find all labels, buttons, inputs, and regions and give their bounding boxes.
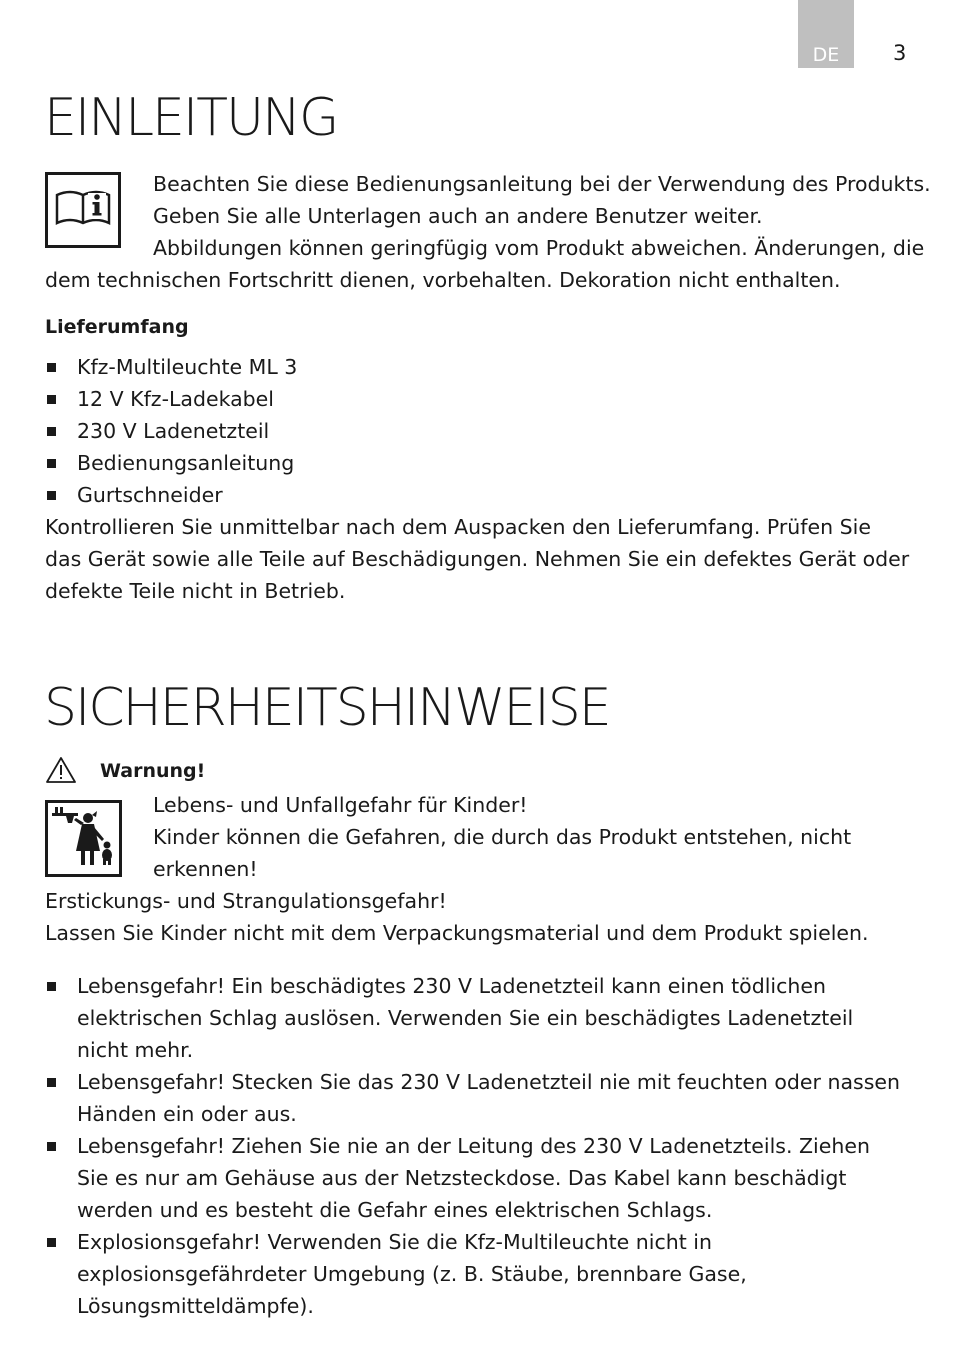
warning-triangle-icon bbox=[45, 756, 77, 784]
list-item: Kfz-Multileuchte ML 3 bbox=[45, 351, 915, 383]
list-item: Gurtschneider bbox=[45, 479, 915, 511]
check-paragraph: Kontrollieren Sie unmittelbar nach dem Auspacken den Lieferumfang. Prüfen Sie das Gerät sowie alle Teile auf Beschädigungen. Nehmen Sie ein defektes Gerät oder defekte Teile nicht in Betrieb. bbox=[45, 515, 910, 603]
list-item: 230 V Ladenetzteil bbox=[45, 415, 915, 447]
list-item: Lebensgefahr! Ziehen Sie nie an der Leitung des 230 V Ladenetzteils. Ziehen Sie es nur am Gehäuse aus der Netzsteckdose. Das Kabel kann beschädigt werden und es besteht die Gefahr eines elektrischen Schlags. bbox=[45, 1130, 905, 1226]
intro-paragraph: Beachten Sie diese Bedienungsanleitung bei der Verwendung des Produkts. Geben Sie alle Unterlagen auch an andere Benutzer weiter. Abbildungen können geringfügig vom Produkt abweichen. Änderungen, die dem technischen Fortschritt dienen, vorbehalten. Dekoration nicht enthalten. bbox=[45, 172, 931, 292]
scope-list-container bbox=[45, 351, 915, 607]
safety-list-container bbox=[45, 970, 915, 1322]
language-tab: DE bbox=[798, 0, 854, 68]
intro-heading: EINLEITUNG bbox=[44, 88, 338, 148]
child-warning-text: Lebens- und Unfallgefahr für Kinder! Kinder können die Gefahren, die durch das Produkt entstehen, nicht erkennen! Erstickungs- und Strangulationsgefahr! Lassen Sie Kinder nicht mit dem Verpackungsmaterial und dem Produkt spielen. bbox=[45, 793, 869, 945]
page-number: 3 bbox=[893, 41, 907, 65]
warning-label: Warnung! bbox=[100, 760, 206, 782]
list-item: 12 V Kfz-Ladekabel bbox=[45, 383, 915, 415]
list-item: Lebensgefahr! Stecken Sie das 230 V Ladenetzteil nie mit feuchten oder nassen Händen ein oder aus. bbox=[45, 1066, 905, 1130]
scope-heading: Lieferumfang bbox=[45, 316, 189, 338]
list-item: Lebensgefahr! Ein beschädigtes 230 V Ladenetzteil kann einen tödlichen elektrischen Schlag auslösen. Verwenden Sie ein beschädigtes Ladenetzteil nicht mehr. bbox=[45, 970, 905, 1066]
safety-heading: SICHERHEITSHINWEISE bbox=[44, 678, 610, 738]
list-item: Explosionsgefahr! Verwenden Sie die Kfz-Multileuchte nicht in explosionsgefährdeter Umgebung (z. B. Stäube, brennbare Gase, Lösungsmitteldämpfe). bbox=[45, 1226, 905, 1322]
safety-list bbox=[45, 970, 905, 1322]
scope-list bbox=[45, 351, 915, 511]
list-item: Bedienungsanleitung bbox=[45, 447, 915, 479]
